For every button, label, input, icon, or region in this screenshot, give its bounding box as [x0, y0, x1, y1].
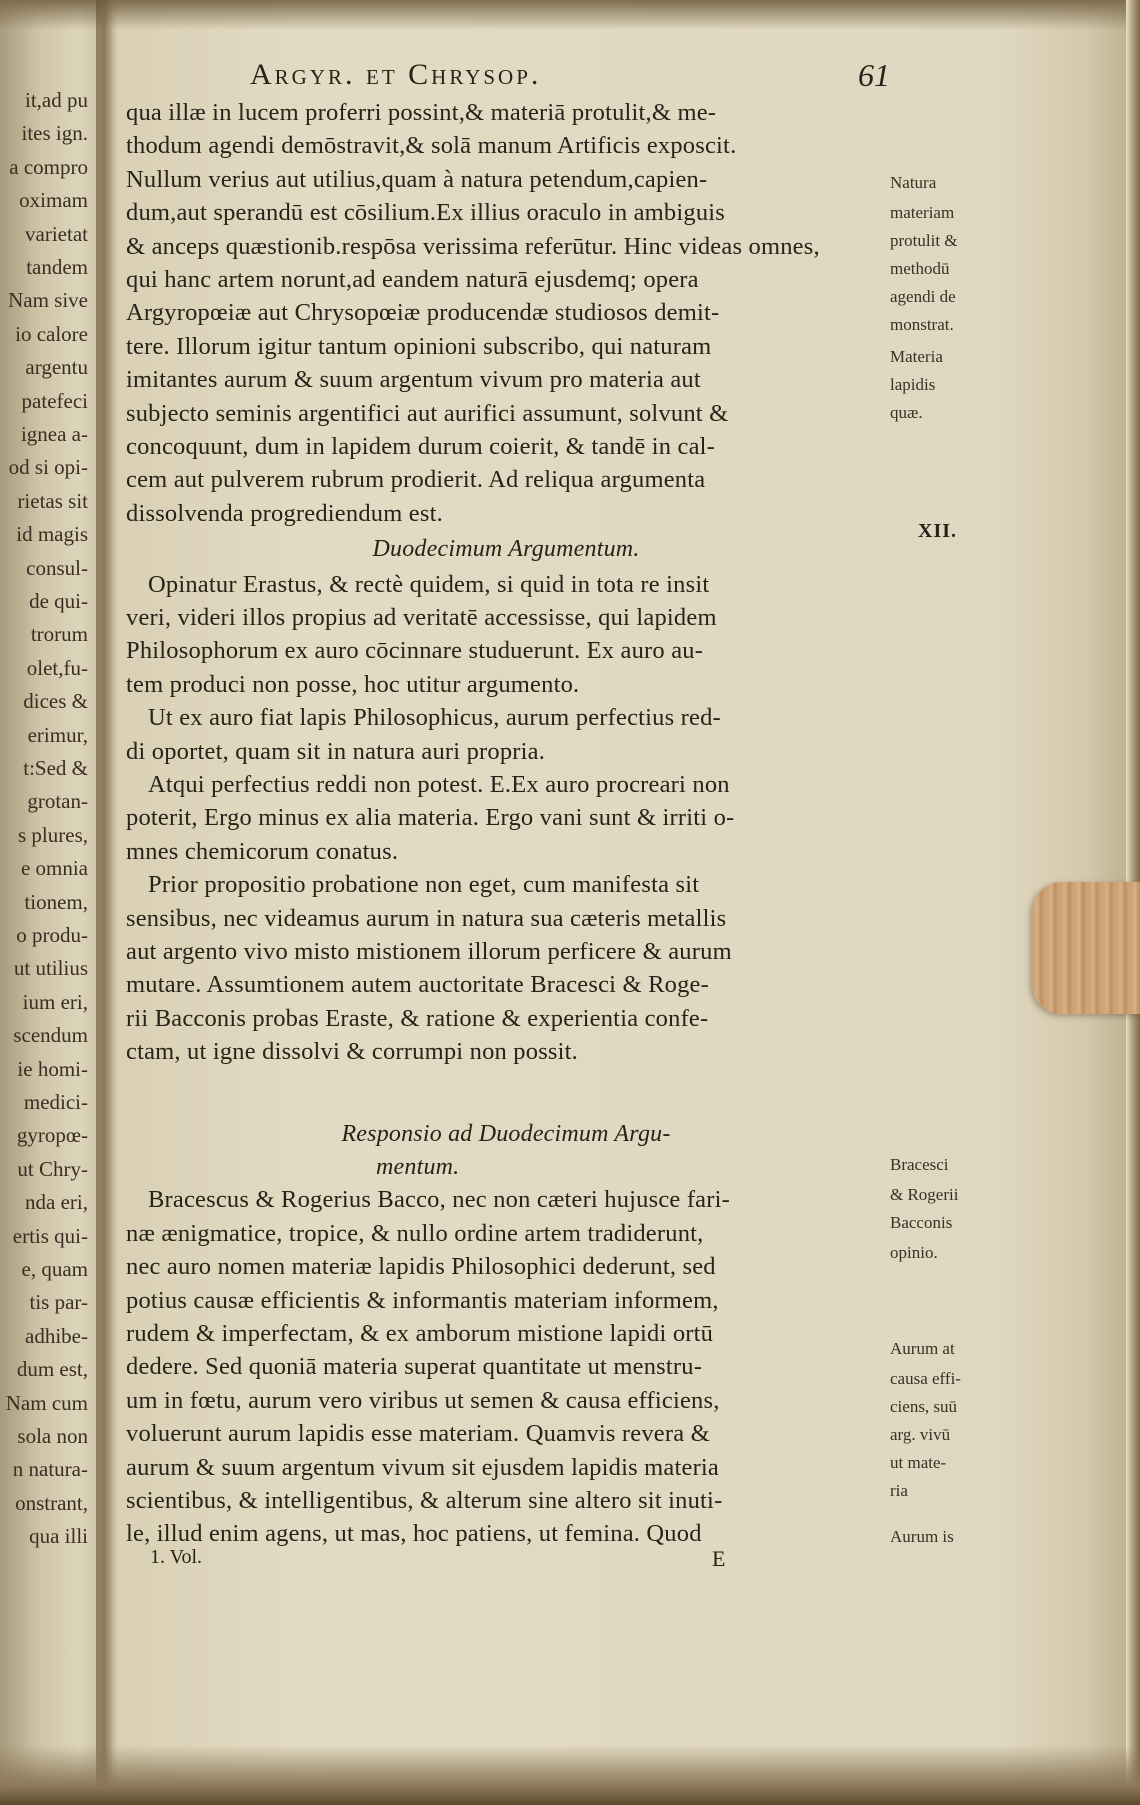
margin-note: opinio. — [890, 1243, 938, 1262]
previous-page-line: tis par- — [29, 1290, 88, 1315]
text-line: potius causæ efficientis & informantis materiam informem, — [126, 1286, 719, 1314]
margin-note: protulit & — [890, 231, 958, 250]
text-line: um in fœtu, aurum vero viribus ut semen & causa efficiens, — [126, 1386, 720, 1414]
previous-page-line: id magis — [16, 522, 88, 547]
text-line: Philosophorum ex auro cōcinnare studuerunt. Ex auro au- — [126, 637, 704, 665]
margin-note: lapidis — [890, 375, 936, 394]
previous-page-line: od si opi- — [8, 455, 88, 480]
text-line: ctam, ut igne dissolvi & corrumpi non possit. — [126, 1038, 579, 1066]
text-line: næ ænigmatice, tropice, & nullo ordine artem tradiderunt, — [126, 1219, 704, 1247]
text-line: sensibus, nec videamus aurum in natura sua cæteris metallis — [126, 904, 727, 932]
signature-letter: E — [712, 1546, 726, 1571]
text-line: di oportet, quam sit in natura auri propria. — [126, 737, 546, 765]
bottom-edge — [0, 1745, 1140, 1805]
response-heading: Responsio ad Duodecimum Argu- — [341, 1120, 671, 1147]
text-line: dum,aut sperandū est cōsilium.Ex illius oraculo in ambiguis — [126, 199, 726, 227]
response-heading: mentum. — [376, 1154, 460, 1180]
text-line: dissolvenda progrediendum est. — [126, 499, 443, 527]
text-line: Argyropœiæ aut Chrysopœiæ producendæ studiosos demit- — [126, 299, 720, 327]
signature-mark: 1. Vol. — [150, 1546, 203, 1568]
page-footer — [150, 1546, 750, 1576]
text-line: qua illæ in lucem proferri possint,& materiā protulit,& me- — [126, 99, 717, 126]
text-line: Atqui perfectius reddi non potest. E.Ex auro procreari non — [148, 771, 730, 798]
text-line: le, illud enim agens, ut mas, hoc patiens, ut femina. Quod — [126, 1520, 702, 1548]
text-line: tere. Illorum igitur tantum opinioni subscribo, qui naturam — [126, 332, 712, 360]
previous-page-line: it,ad pu — [25, 88, 88, 112]
wooden-page-clip — [1032, 882, 1140, 1014]
text-line: veri, videri illos propius ad veritatē accessisse, qui lapidem — [126, 604, 717, 631]
previous-page-line: de qui- — [29, 589, 88, 613]
text-line: tem produci non posse, hoc utitur argumento. — [126, 670, 580, 698]
text-line: Opinatur Erastus, & rectè quidem, si quid in tota re insit — [148, 570, 710, 598]
previous-page-line: ie homi- — [17, 1056, 88, 1081]
section-heading: Duodecimum Argumentum. — [372, 536, 640, 563]
margin-note: causa effi- — [890, 1369, 961, 1388]
previous-page-line: o produ- — [16, 923, 88, 947]
previous-page-line: dices & — [23, 689, 88, 714]
text-line: scientibus, & intelligentibus, & alterum sine altero sit inuti- — [126, 1487, 723, 1514]
previous-page-line: trorum — [30, 622, 88, 647]
text-line: subjecto seminis argentifici aut aurifici assumunt, solvunt & — [126, 399, 729, 427]
previous-page-line: dum est, — [16, 1357, 88, 1382]
margin-notes — [890, 170, 1000, 1570]
text-line: concoquunt, dum in lapidem durum coierit, & tandē in cal- — [126, 433, 716, 460]
body-text — [126, 96, 886, 1576]
previous-page-line: gyropœ- — [16, 1123, 88, 1148]
previous-page-line: scendum — [13, 1023, 88, 1048]
text-line: aut argento vivo misto mistionem illorum perficere & aurum — [126, 938, 732, 965]
previous-page-line: sola non — [17, 1424, 88, 1448]
previous-page-line: patefeci — [21, 388, 88, 413]
margin-note: Bracesci — [890, 1155, 949, 1174]
previous-page-line: argentu — [25, 355, 88, 380]
text-line: rudem & imperfectam, & ex amborum mistione lapidi ortū — [126, 1320, 714, 1347]
page-number: 61 — [858, 57, 890, 93]
previous-page-line: ertis qui- — [12, 1223, 88, 1248]
previous-page-line: io calore — [15, 321, 88, 346]
margin-note: monstrat. — [890, 315, 954, 334]
text-line: Ut ex auro fiat lapis Philosophicus, aurum perfectius red- — [148, 704, 721, 732]
previous-page-line: ut Chry- — [17, 1156, 88, 1181]
book-gutter — [96, 0, 112, 1805]
previous-page-line: medici- — [23, 1090, 88, 1114]
margin-note: ut mate- — [890, 1453, 947, 1472]
margin-note: agendi de — [890, 287, 956, 306]
previous-page-line: oximam — [19, 188, 88, 213]
previous-page-line: ites ign. — [21, 121, 88, 146]
margin-note: Aurum at — [890, 1339, 955, 1358]
margin-note: methodū — [890, 259, 950, 278]
text-line: Nullum verius aut utilius,quam à natura petendum,capien- — [126, 165, 708, 193]
previous-page-line: ium eri, — [22, 989, 88, 1014]
previous-page-line: e omnia — [20, 856, 88, 881]
previous-page-line: olet,fu- — [26, 655, 88, 680]
previous-page-line: e, quam — [21, 1257, 88, 1281]
section-number: XII. — [918, 520, 958, 542]
margin-note: Aurum is — [890, 1527, 954, 1546]
previous-page-line: Nam sive — [8, 288, 88, 313]
margin-note: arg. vivū — [890, 1425, 951, 1444]
previous-page-line: nda eri, — [25, 1190, 88, 1215]
previous-page-line: qua illi — [29, 1524, 88, 1549]
previous-page-line: consul- — [26, 555, 88, 580]
margin-note: materiam — [890, 203, 955, 222]
text-line: qui hanc artem norunt,ad eandem naturā ejusdemq; opera — [126, 266, 699, 293]
previous-page-line: grotan- — [27, 789, 88, 814]
previous-page-line: tandem — [26, 255, 88, 279]
text-line: mnes chemicorum conatus. — [126, 837, 399, 865]
previous-page-line: Nam cum — [5, 1390, 88, 1415]
previous-page-line: a compro — [9, 154, 88, 179]
text-line: rii Bacconis probas Eraste, & ratione & experientia confe- — [126, 1004, 709, 1032]
margin-note: Materia — [890, 347, 943, 366]
previous-page-line: s plures, — [18, 822, 88, 847]
top-shadow — [0, 0, 1140, 30]
text-line: imitantes aurum & suum argentum vivum pro materia aut — [126, 366, 701, 394]
text-line: voluerunt aurum lapidis esse materiam. Quamvis revera & — [126, 1420, 710, 1448]
text-line: & anceps quæstionib.respōsa verissima referūtur. Hinc videas omnes, — [126, 232, 820, 260]
previous-page-line: t:Sed & — [23, 756, 88, 780]
text-line: Prior propositio probatione non eget, cum manifesta sit — [148, 871, 700, 899]
previous-page-line: n natura- — [12, 1457, 88, 1482]
previous-page-line: tionem, — [24, 889, 88, 914]
previous-page-line: varietat — [25, 221, 88, 246]
margin-note: ciens, suū — [890, 1397, 958, 1416]
previous-page-line: erimur, — [27, 722, 88, 747]
text-line: aurum & suum argentum vivum sit ejusdem lapidis materia — [126, 1453, 720, 1481]
margin-note: Bacconis — [890, 1213, 953, 1232]
previous-page-line: ut utilius — [13, 956, 88, 981]
text-line: poterit, Ergo minus ex alia materia. Ergo vani sunt & irriti o- — [126, 804, 735, 832]
previous-page-line: onstrant, — [15, 1490, 88, 1515]
previous-page-fragment — [0, 84, 92, 1584]
margin-note: & Rogerii — [890, 1185, 959, 1204]
margin-note: ria — [890, 1481, 908, 1500]
previous-page-line: adhibe- — [25, 1323, 88, 1348]
text-line: mutare. Assumtionem autem auctoritate Bracesci & Roge- — [126, 971, 709, 999]
text-line: Bracescus & Rogerius Bacco, nec non cæteri hujusce fari- — [148, 1186, 730, 1214]
text-line: dedere. Sed quoniā materia superat quantitate ut menstru- — [126, 1353, 703, 1381]
running-head: Argyr. et Chrysop. — [250, 58, 542, 91]
margin-note: Natura — [890, 173, 937, 192]
text-line: thodum agendi demōstravit,& solā manum Artificis exposcit. — [126, 132, 737, 160]
text-line: nec auro nomen materiæ lapidis Philosophici dederunt, sed — [126, 1253, 716, 1281]
text-line: cem aut pulverem rubrum prodierit. Ad reliqua argumenta — [126, 466, 706, 494]
margin-note: quæ. — [890, 403, 923, 422]
page-header — [250, 52, 890, 98]
previous-page-line: rietas sit — [17, 488, 88, 513]
previous-page-line: ignea a- — [20, 422, 88, 446]
